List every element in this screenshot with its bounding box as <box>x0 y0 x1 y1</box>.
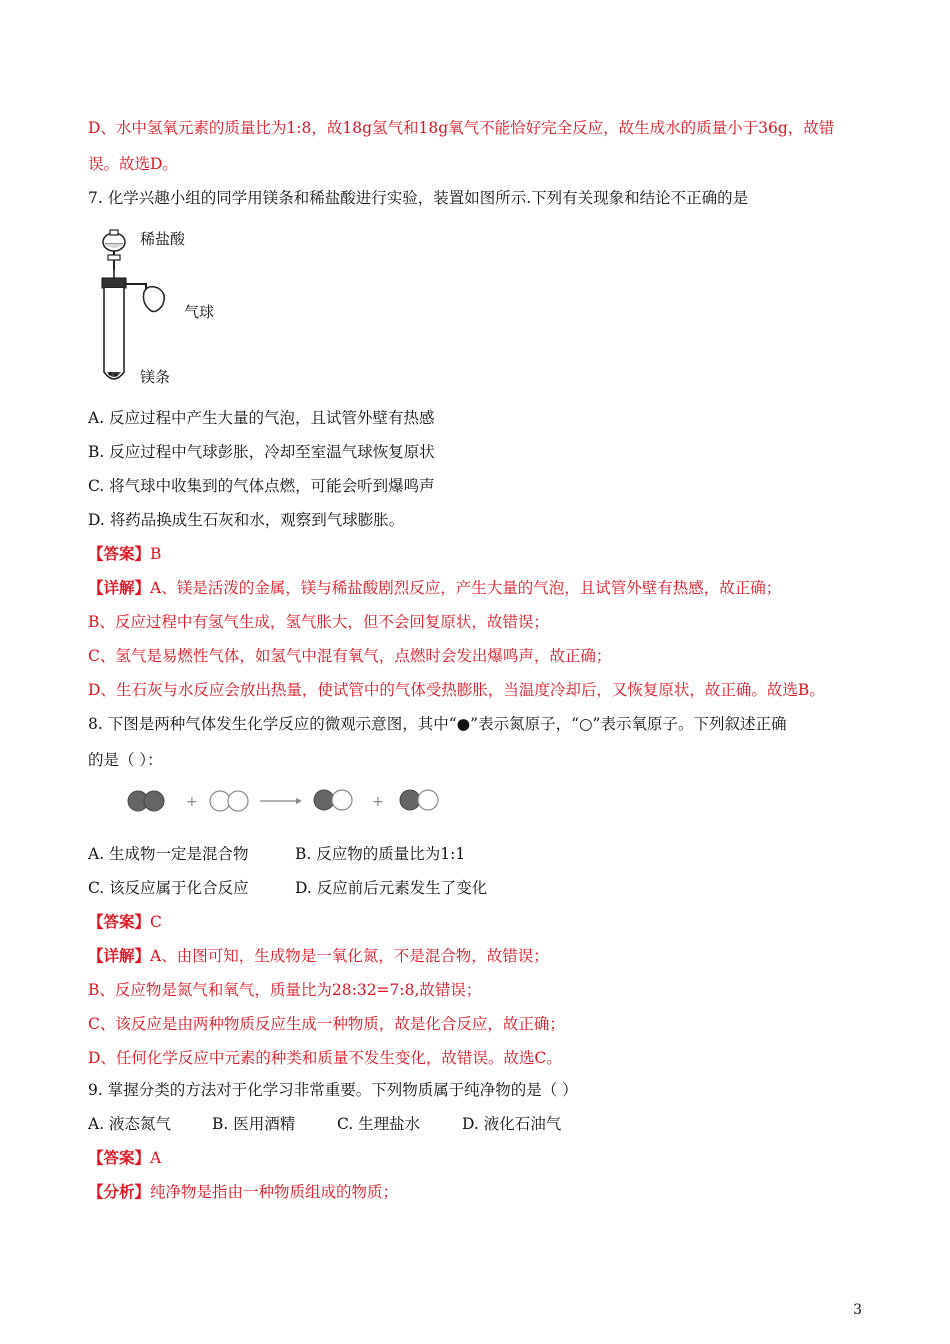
q9-answer <box>88 1147 161 1169</box>
analysis-tag: 【分析】 <box>88 1183 151 1201</box>
q7-detail-a <box>88 577 781 599</box>
q8-answer <box>88 911 162 933</box>
q7-stem: 7. 化学兴趣小组的同学用镁条和稀盐酸进行实验，装置如图所示.下列有关现象和结论不正确的是 <box>88 189 749 207</box>
q9-stem: 9. 掌握分类的方法对于化学习非常重要。下列物质属于纯净物的是（ ） <box>88 1081 578 1099</box>
answer-value: A <box>150 1149 162 1167</box>
answer-value: B <box>150 545 162 563</box>
answer-tag: 【答案】 <box>88 1149 151 1167</box>
q7-option-b: B. 反应过程中气球彭胀，冷却至室温气球恢复原状 <box>88 443 435 461</box>
q9-option-c: C. 生理盐水 <box>337 1115 421 1133</box>
q8-detail-b: B、反应物是氮气和氧气，质量比为28:32=7:8,故错误； <box>88 981 482 999</box>
q7-apparatus-figure <box>96 222 236 390</box>
detail-tag: 【详解】 <box>88 947 151 965</box>
q8-detail-a <box>88 945 549 967</box>
svg-text:+: + <box>372 794 384 810</box>
q8-option-a: A. 生成物一定是混合物 <box>88 845 249 863</box>
q7-detail-b: B、反应过程中有氢气生成，氢气胀大，但不会回复原状，故错误； <box>88 613 549 631</box>
q8-detail-c: C、该反应是由两种物质反应生成一种物质，故是化合反应，故正确； <box>88 1015 565 1033</box>
q8-detail-d: D、任何化学反应中元素的种类和质量不发生变化，故错误。故选C。 <box>88 1049 562 1067</box>
answer-tag: 【答案】 <box>88 545 151 563</box>
q9-option-b: B. 医用酒精 <box>212 1115 296 1133</box>
q6-detail-d-line2: 误。故选D。 <box>88 155 178 173</box>
q8-stem-line1: 8. 下图是两种气体发生化学反应的微观示意图，其中“●”表示氮原子，“○”表示氧原子。下列叙述正确 <box>88 715 787 733</box>
q7-option-d: D. 将药品换成生石灰和水，观察到气球膨胀。 <box>88 511 405 529</box>
q7-answer <box>88 543 161 565</box>
detail-tag: 【详解】 <box>88 579 151 597</box>
detail-text: A、由图可知，生成物是一氧化氮，不是混合物，故错误； <box>150 947 549 965</box>
detail-text: A、镁是活泼的金属，镁与稀盐酸剧烈反应，产生大量的气泡，且试管外壁有热感，故正确； <box>150 579 782 597</box>
page-number: 3 <box>853 1302 862 1318</box>
q8-reaction-diagram <box>120 783 470 819</box>
q9-option-d: D. 液化石油气 <box>462 1115 562 1133</box>
q8-options-row2 <box>88 877 487 899</box>
q8-option-d: D. 反应前后元素发生了变化 <box>295 879 488 897</box>
q7-option-c: C. 将气球中收集到的气体点燃，可能会听到爆鸣声 <box>88 477 435 495</box>
q8-stem-line2: 的是（ ）： <box>88 751 163 769</box>
analysis-text: 纯净物是指由一种物质组成的物质； <box>150 1183 399 1201</box>
label-acid: 稀盐酸 <box>140 230 186 248</box>
q7-option-a: A. 反应过程中产生大量的气泡，且试管外壁有热感 <box>88 409 435 427</box>
answer-value: C <box>150 913 162 931</box>
label-balloon: 气球 <box>184 303 215 321</box>
q9-analysis <box>88 1181 398 1203</box>
svg-text:+: + <box>186 794 198 810</box>
q9-option-a: A. 液态氮气 <box>88 1115 172 1133</box>
label-mg: 镁条 <box>140 368 171 386</box>
q8-option-b: B. 反应物的质量比为1:1 <box>295 845 466 863</box>
q7-detail-d: D、生石灰与水反应会放出热量，使试管中的气体受热膨胀，当温度冷却后，又恢复原状，故正确。故选B。 <box>88 681 825 699</box>
q9-options <box>88 1113 561 1135</box>
q6-detail-d-line1: D、水中氢氧元素的质量比为1:8，故18g氢气和18g氧气不能恰好完全反应，故生成水的质量小于36g，故错 <box>88 119 835 137</box>
q8-options-row1 <box>88 843 465 865</box>
q8-option-c: C. 该反应属于化合反应 <box>88 879 249 897</box>
q7-detail-c: C、氢气是易燃性气体，如氢气中混有氧气，点燃时会发出爆鸣声，故正确； <box>88 647 612 665</box>
answer-tag: 【答案】 <box>88 913 151 931</box>
